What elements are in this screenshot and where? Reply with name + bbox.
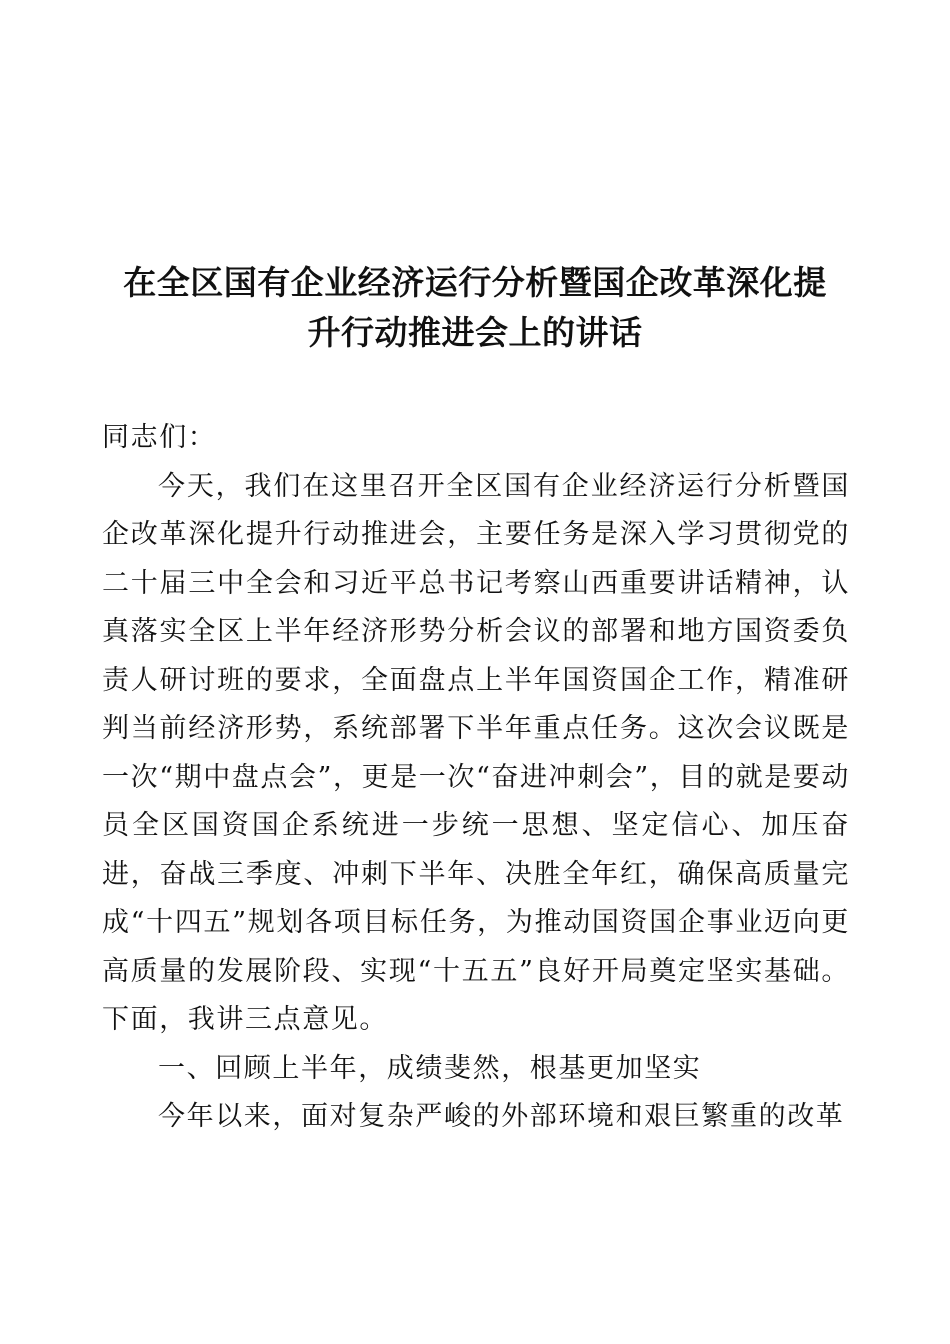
title-line-2: 升行动推进会上的讲话 [307,313,643,352]
title-line-1: 在全区国有企业经济运行分析暨国企改革深化提 [123,263,827,302]
paragraph-intro: 今天，我们在这里召开全区国有企业经济运行分析暨国企改革深化提升行动推进会，主要任务是深入学习贯彻党的二十届三中全会和习近平总书记考察山西重要讲话精神，认真落实全区上半年经济形势分析会议的部署和地方国资委负责人研讨班的要求，全面盘点上半年国资国企工作，精准研判当前经济形势，系统部署下半年重点任务。这次会议既是一次“期中盘点会”，更是一次“奋进冲刺会”，目的就是要动员全区国资国企系统进一步统一思想、坚定信心、加压奋进，奋战三季度、冲刺下半年、决胜全年红，确保高质量完成“十四五”规划各项目标任务，为推动国资国企事业迈向更高质量的发展阶段、实现“十五五”良好开局奠定坚实基础。下面，我讲三点意见。 [102,470,851,1035]
section-heading-1: 一、回顾上半年，成绩斐然，根基更加坚实 [158,1052,702,1084]
document-body [102,414,850,1142]
document-title [100,258,850,358]
paragraph-section-1: 今年以来，面对复杂严峻的外部环境和艰巨繁重的改革 [158,1101,845,1132]
salutation: 同志们： [102,422,217,453]
